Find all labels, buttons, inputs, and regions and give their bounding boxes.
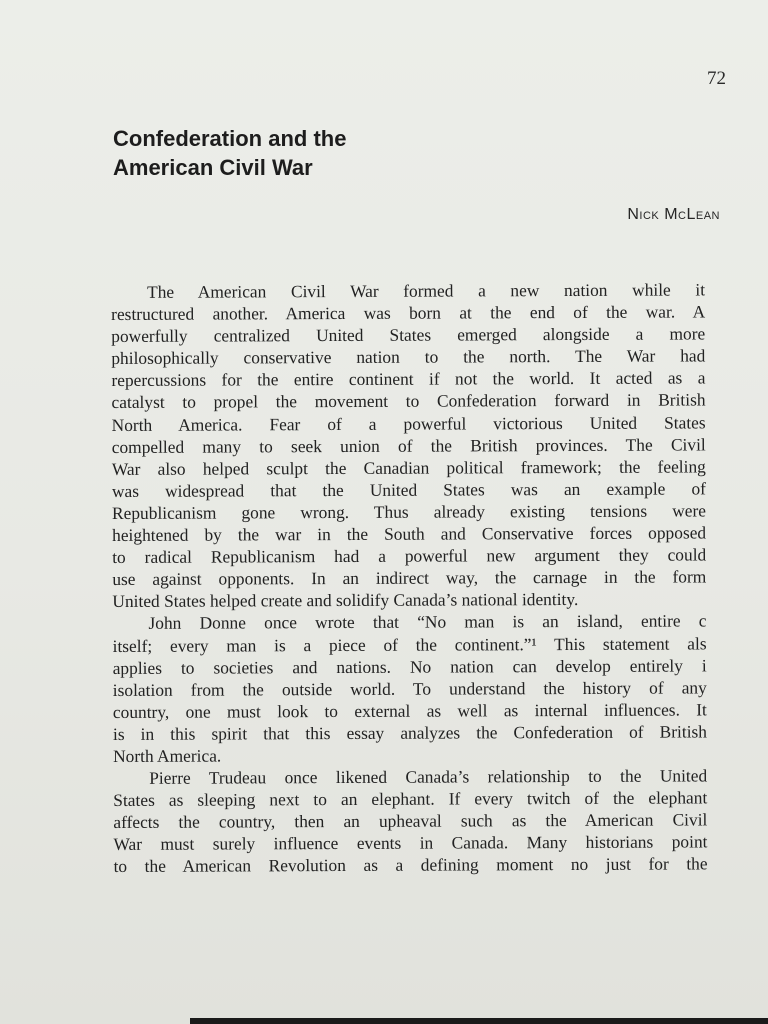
text-line: applies to societies and nations. No nation can develop entirely i [112,654,707,678]
text-line: War must surely influence events in Canada. Many historians point [113,831,708,855]
text-line: States as sleeping next to an elephant. If every twitch of the elephant [113,787,708,811]
text-line: use against opponents. In an indirect way, the carnage in the form [112,566,707,590]
essay-body [111,278,708,877]
chapter-title [113,124,673,182]
text-line: to radical Republicanism had a powerful new argument they could [112,544,707,568]
text-line: Pierre Trudeau once likened Canada’s relationship to the United [149,765,708,788]
text-line: North America. [113,745,222,766]
text-line: to the American Revolution as a defining moment no just for the [113,853,708,877]
text-line: War also helped sculpt the Canadian political framework; the feeling [111,456,706,479]
text-line: philosophically conservative nation to the north. The War had [111,345,706,369]
author-name: Nick McLean [627,206,720,223]
text-line: catalyst to propel the movement to Confederation forward in British [111,389,706,413]
text-line: compelled many to seek union of the British provinces. The Civil [111,434,706,457]
text-line: United States helped create and solidify Canada’s national identity. [112,589,579,612]
text-line: itself; every man is a piece of the continent.”¹ This statement als [112,632,707,656]
page-edge-shadow [190,1018,768,1024]
page-number: 72 [707,68,726,89]
text-line: restructured another. America was born at the end of the war. A [111,301,706,325]
text-line: was widespread that the United States was an example of [111,478,706,501]
text-line: is in this spirit that this essay analyzes the Confederation of British [112,721,708,744]
text-line: repercussions for the entire continent if not the world. It acted as a [111,367,706,391]
text-line: The American Civil War formed a new nation while it [147,279,706,302]
text-line: affects the country, then an upheaval such as the American Civil [113,809,708,833]
text-line: powerfully centralized United States emerged alongside a more [111,323,706,347]
text-line: Republicanism gone wrong. Thus already existing tensions were [111,500,707,523]
text-line: North America. Fear of a powerful victorious United States [111,411,706,435]
text-line: John Donne once wrote that “No man is an island, entire c [148,610,707,634]
text-line: heightened by the war in the South and Conservative forces opposed [112,522,707,546]
text-line: isolation from the outside world. To understand the history of any [112,677,707,700]
chapter-title-line-2: American Civil War [113,155,313,180]
chapter-title-line-1: Confederation and the [113,126,347,151]
text-line: country, one must look to external as well as internal influences. It [112,699,707,722]
